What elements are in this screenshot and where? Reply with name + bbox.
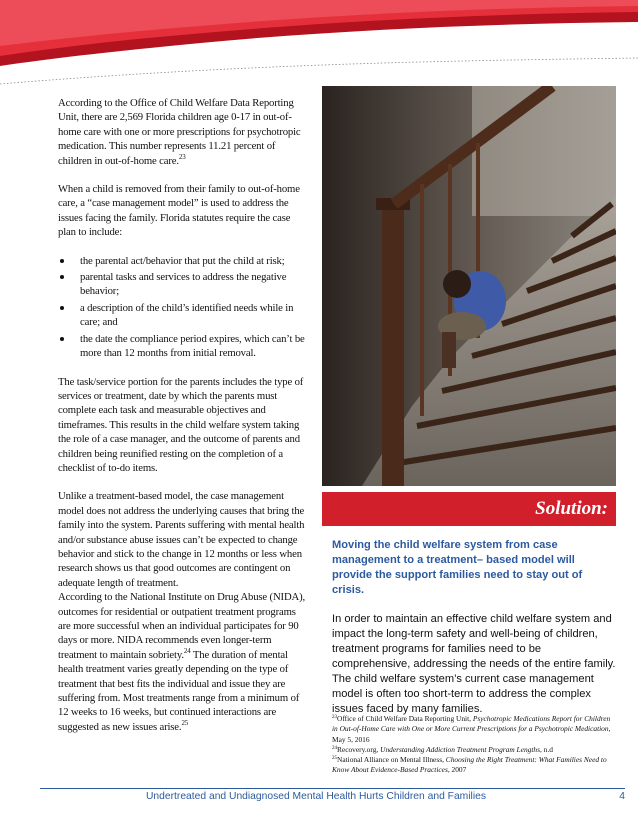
header-swoosh-banner	[0, 0, 638, 90]
footnote-ref: 23	[178, 152, 186, 161]
footnote-item: $^{25}$National Alliance on Mental Illness, Choosing the Right Treatment: What Families Need to Know About Evidence-Based Practices, 2007	[332, 755, 607, 775]
footer-title: Undertreated and Undiagnosed Mental Health Hurts Children and Families	[146, 791, 486, 802]
right-text-column	[332, 538, 616, 717]
footnote-item: $^{24}$Recovery.org, Understanding Addiction Treatment Program Lengths, n.d	[332, 744, 553, 754]
paragraph-data-reporting: According to the Office of Child Welfare Data Reporting Unit, there are 2,569 Florida children age 0-17 in out-of-home care with one or more prescriptions for psychotropic medication. This number represents 11.21 percent of children in out-of-home care.$^{23}$	[58, 97, 301, 167]
photo-newel-post	[382, 206, 404, 486]
banner-dotted-curve	[0, 58, 638, 84]
list-item: parental tasks and services to address the negative behavior;	[58, 270, 310, 299]
list-item: the date the compliance period expires, which can’t be more than 12 months from initial removal.	[58, 332, 310, 361]
solution-body: In order to maintain an effective child welfare system and impact the long-term safety and well-being of children, treatment programs for families need to be comprehensive, addressing the needs of the entire family. The child welfare system’s current case management model is often too short-term to address the complex issues faced by many families.	[332, 613, 616, 715]
paragraph-nida: According to the National Institute on Drug Abuse (NIDA), outcomes for residential or outpatient treatment programs are more successful when an individual participates for 90 days or more. NIDA recommends even longer-term treatment to maintain sobriety.$^{24}$ The duration of mental health treatment varies greatly depending on the type of treatment that best fits the individual and issue they are suffering from. Most treatments range from a minimum of 12 weeks to 16 weeks, but continued interactions are suggested as new issues arise.$^{25}$	[58, 591, 306, 733]
solution-heading-box	[322, 492, 616, 526]
footnote-item: $^{23}$Office of Child Welfare Data Reporting Unit, Psychotropic Medications Report for Children in Out-of-Home Care with One or More Current Prescriptions for a Psychotropic Medication, May 5, 2016	[332, 714, 611, 744]
case-plan-list	[58, 254, 310, 361]
paragraph-case-management: When a child is removed from their family to out-of-home care, a “case management model” is used to address the issues facing the family. Florida statutes require the case plan to include:	[58, 183, 300, 239]
paragraph-task-service: The task/service portion for the parents includes the type of services or treatment, date by which the parents must complete each task and measurable objectives and timeframes. This results in the child welfare system taking the role of a case manager, and the outcome of parents and children being reunified resting on the completion of a checklist of to-do items.	[58, 375, 304, 474]
left-text-column	[58, 96, 310, 748]
photo-child-legs	[442, 332, 456, 368]
paragraph-treatment-model: Unlike a treatment-based model, the case management model does not address the underlying causes that bring the family into the system. Parents suffering with mental health and/or substance abuse issues can’t be expected to change behavior and stick to the change in 12 months or less when research shows us that good outcomes are contingent on adequate length of treatment.	[58, 490, 305, 589]
photo-upper-light	[472, 86, 616, 216]
solution-lead: Moving the child welfare system from case management to a treatment– based model will provide the support families need to stay out of crisis.	[332, 539, 583, 596]
photo-child-head	[443, 270, 471, 298]
page-number: 4	[619, 791, 625, 802]
list-item: the parental act/behavior that put the child at risk;	[58, 254, 310, 268]
footnotes	[332, 714, 616, 776]
list-item: a description of the child’s identified needs while in care; and	[58, 301, 310, 330]
photo-child-on-stairs	[322, 86, 616, 486]
footer-divider	[40, 788, 625, 789]
footnote-ref: 24	[183, 646, 191, 655]
footnote-ref: 25	[181, 718, 189, 727]
solution-heading: Solution:	[535, 498, 608, 519]
